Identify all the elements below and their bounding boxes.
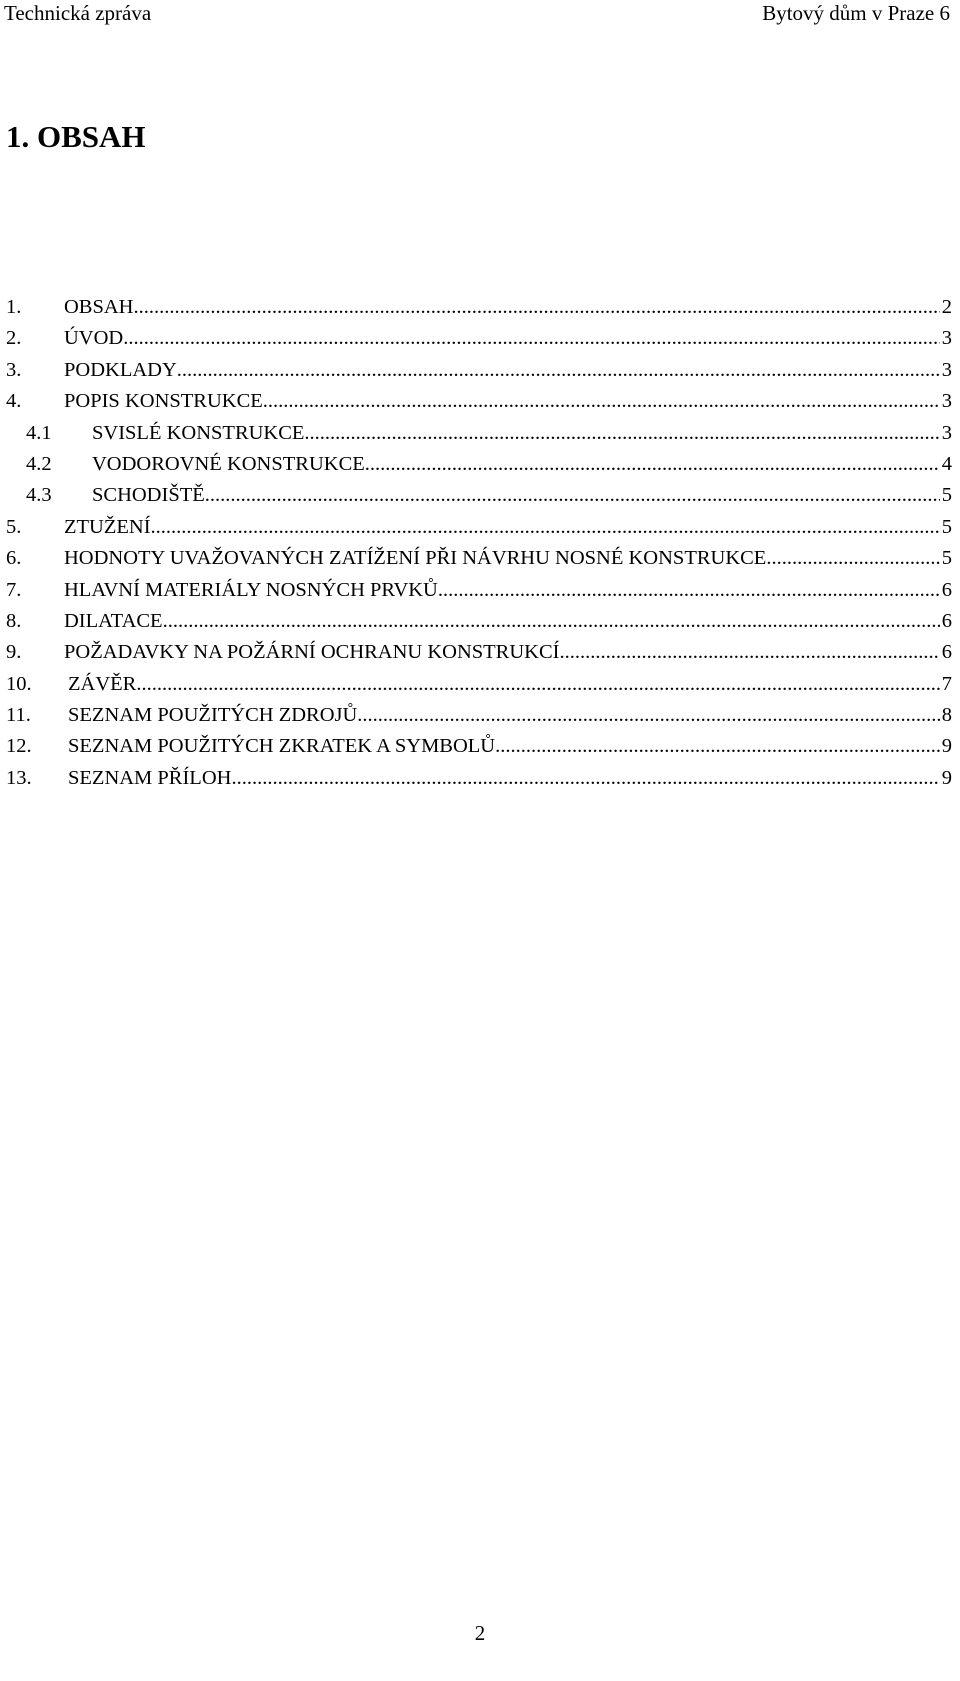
toc-entry-title: SEZNAM PŘÍLOH xyxy=(68,766,232,789)
toc-entry[interactable] xyxy=(6,637,952,668)
toc-entry-number: 10. xyxy=(6,672,32,695)
toc-entry-number: 13. xyxy=(6,766,32,789)
toc-entry-title: PODKLADY xyxy=(64,358,177,381)
toc-entry-title: SCHODIŠTĚ xyxy=(92,484,205,507)
toc-entry-page: 8 xyxy=(941,704,952,727)
toc-leader-dots xyxy=(559,637,939,668)
toc-subentry[interactable] xyxy=(6,449,952,480)
table-of-contents xyxy=(6,292,952,794)
toc-leader-dots xyxy=(766,543,939,574)
toc-subentry[interactable] xyxy=(6,480,952,511)
toc-entry-number: 12. xyxy=(6,735,32,758)
toc-entry-number: 4.2 xyxy=(26,452,52,475)
toc-entry-number: 11. xyxy=(6,704,31,727)
toc-leader-dots xyxy=(263,386,940,417)
toc-entry-page: 2 xyxy=(941,296,952,318)
toc-entry-number: 6. xyxy=(6,547,22,570)
toc-entry-page: 9 xyxy=(941,766,952,789)
toc-entry[interactable] xyxy=(6,292,952,323)
header-project-name: Bytový dům v Praze 6 xyxy=(762,1,950,25)
toc-entry[interactable] xyxy=(6,606,952,637)
toc-entry[interactable] xyxy=(6,323,952,354)
toc-entry-page: 6 xyxy=(941,641,952,664)
toc-entry[interactable] xyxy=(6,731,952,762)
toc-entry-page: 3 xyxy=(941,421,952,444)
toc-entry-title: HODNOTY UVAŽOVANÝCH ZATÍŽENÍ PŘI NÁVRHU NOSNÉ KONSTRUKCE xyxy=(64,547,767,570)
toc-entry-number: 3. xyxy=(6,358,22,381)
toc-entry[interactable] xyxy=(6,355,952,386)
toc-entry-page: 9 xyxy=(941,735,952,758)
toc-entry-page: 6 xyxy=(941,609,952,632)
toc-leader-dots xyxy=(136,669,939,700)
toc-leader-dots xyxy=(357,700,939,731)
toc-entry[interactable] xyxy=(6,669,952,700)
toc-entry-number: 7. xyxy=(6,578,22,601)
toc-subentry[interactable] xyxy=(6,418,952,449)
toc-entry-number: 9. xyxy=(6,641,22,664)
toc-leader-dots xyxy=(231,763,939,794)
toc-leader-dots xyxy=(304,418,939,449)
toc-entry-number: 2. xyxy=(6,327,22,350)
toc-leader-dots xyxy=(163,606,940,637)
toc-entry-title: SEZNAM POUŽITÝCH ZDROJŮ xyxy=(68,704,358,727)
toc-leader-dots xyxy=(438,575,940,606)
toc-entry[interactable] xyxy=(6,386,952,417)
toc-entry-title: VODOROVNÉ KONSTRUKCE xyxy=(92,452,365,475)
toc-entry-title: OBSAH xyxy=(64,296,134,318)
toc-entry-page: 5 xyxy=(941,547,952,570)
header-document-type: Technická zpráva xyxy=(4,1,152,25)
page-header xyxy=(4,0,950,30)
toc-entry-title: ÚVOD xyxy=(64,327,124,350)
toc-entry-number: 5. xyxy=(6,515,22,538)
toc-entry-page: 4 xyxy=(941,452,952,475)
page-title: 1. OBSAH xyxy=(6,119,146,154)
toc-leader-dots xyxy=(151,512,940,543)
toc-entry-page: 5 xyxy=(941,484,952,507)
toc-leader-dots xyxy=(205,480,940,511)
toc-entry-page: 3 xyxy=(941,390,952,413)
toc-entry-title: POŽADAVKY NA POŽÁRNÍ OCHRANU KONSTRUKCÍ xyxy=(64,641,560,664)
toc-leader-dots xyxy=(177,355,940,386)
toc-entry-title: ZTUŽENÍ xyxy=(64,515,151,538)
toc-entry[interactable] xyxy=(6,543,952,574)
toc-entry[interactable] xyxy=(6,512,952,543)
toc-entry-number: 4.3 xyxy=(26,484,52,507)
toc-entry-title: SEZNAM POUŽITÝCH ZKRATEK A SYMBOLŮ xyxy=(68,735,496,758)
toc-entry-page: 7 xyxy=(941,672,952,695)
toc-entry-title: POPIS KONSTRUKCE xyxy=(64,390,263,413)
toc-entry-number: 8. xyxy=(6,609,22,632)
toc-entry-title: ZÁVĚR xyxy=(68,672,137,695)
toc-entry-title: DILATACE xyxy=(64,609,163,632)
toc-leader-dots xyxy=(365,449,940,480)
toc-entry-number: 4. xyxy=(6,390,22,413)
toc-entry-page: 3 xyxy=(941,327,952,350)
toc-entry-number: 1. xyxy=(6,296,22,318)
toc-entry-page: 6 xyxy=(941,578,952,601)
page-number: 2 xyxy=(474,1621,486,1645)
toc-leader-dots xyxy=(134,292,940,323)
toc-entry-page: 3 xyxy=(941,358,952,381)
toc-entry[interactable] xyxy=(6,575,952,606)
toc-entry-title: HLAVNÍ MATERIÁLY NOSNÝCH PRVKŮ xyxy=(64,578,438,601)
toc-entry[interactable] xyxy=(6,763,952,794)
toc-entry[interactable] xyxy=(6,700,952,731)
toc-leader-dots xyxy=(495,731,940,762)
toc-entry-page: 5 xyxy=(941,515,952,538)
toc-entry-number: 4.1 xyxy=(26,421,52,444)
toc-entry-title: SVISLÉ KONSTRUKCE xyxy=(92,421,305,444)
toc-leader-dots xyxy=(123,323,940,354)
